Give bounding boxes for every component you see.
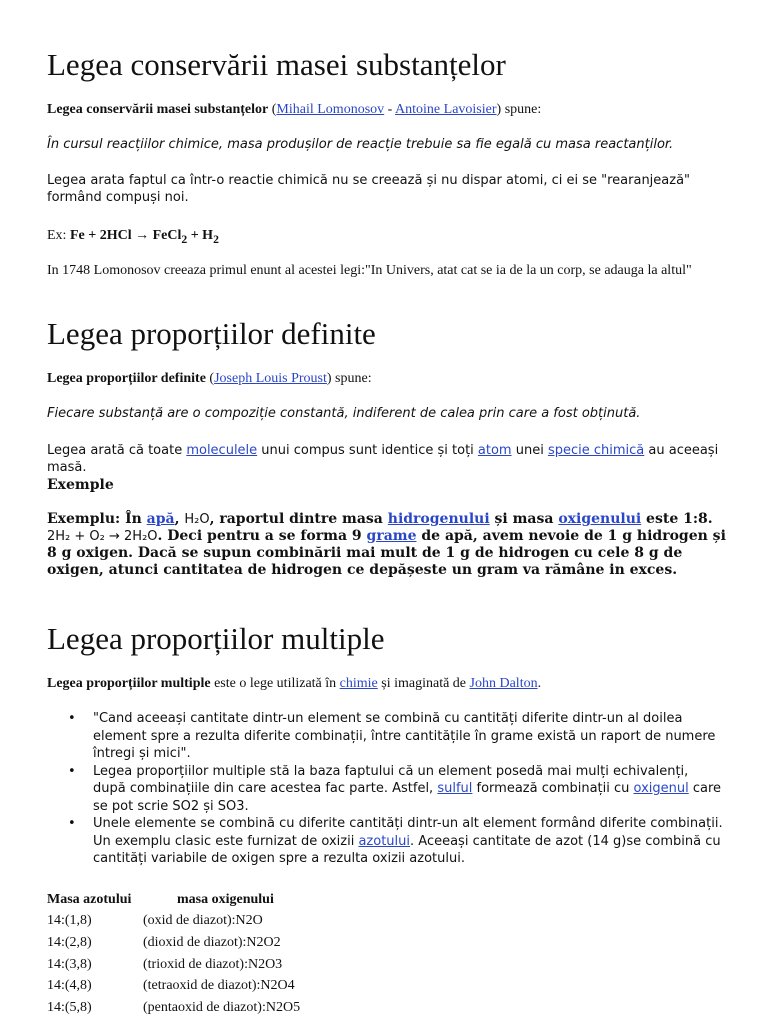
subscript: 2 — [213, 232, 219, 246]
table-cell: 14:(4,8) — [47, 978, 92, 993]
text-fragment: ) spune: — [496, 102, 542, 117]
definite-intro-bold: Legea proporțiilor definite — [47, 371, 206, 386]
examples-heading: Exemple — [47, 477, 114, 493]
link-azotului[interactable]: azotului — [358, 833, 411, 849]
text-fragment: este o lege utilizată în — [210, 676, 340, 691]
table-header-cell: masa oxigenului — [177, 892, 274, 907]
table-cell: (dioxid de diazot):N2O2 — [143, 935, 281, 950]
table-cell: 14:(1,8) — [47, 913, 92, 928]
bullet-marker: • — [68, 763, 76, 779]
text-fragment: . Deci pentru a se forma 9 — [157, 528, 367, 544]
text-fragment: Fe + 2HCl → FeCl — [69, 228, 182, 243]
text-fragment: ( — [205, 371, 215, 386]
conservation-example — [47, 227, 547, 248]
text-fragment: Legea arată că toate — [47, 443, 187, 458]
multiple-bullets — [68, 710, 725, 868]
text-fragment: unei — [511, 443, 548, 458]
text-fragment: și masa — [489, 511, 559, 527]
table-cell: (oxid de diazot):N2O — [143, 913, 263, 928]
text-fragment: ) spune: — [326, 371, 372, 386]
text-fragment: și imaginată de — [377, 676, 470, 691]
bullet-marker: • — [68, 816, 76, 831]
text-fragment: - — [384, 102, 396, 117]
bullet-marker: • — [68, 711, 76, 726]
link-oxigenului[interactable]: oxigenului — [558, 511, 642, 527]
table-cell: 14:(2,8) — [47, 935, 92, 950]
link-hidrogenului[interactable]: hidrogenului — [387, 511, 490, 527]
link-atom[interactable]: atom — [477, 443, 512, 458]
text-fragment: care se pot scrie SO2 și SO3. — [93, 781, 722, 814]
text-fragment: unui compus sunt identice și toți — [257, 443, 478, 458]
definite-explanation — [47, 442, 747, 476]
text-fragment: , raportul dintre masa — [209, 511, 388, 527]
example-equation — [69, 228, 219, 246]
conservation-intro-bold: Legea conservării masei substanțelor — [47, 102, 269, 117]
table-cell: (pentaoxid de diazot):N2O5 — [143, 1000, 301, 1015]
bullet-item — [68, 815, 725, 868]
definite-example-paragraph — [47, 511, 737, 579]
link-grame[interactable]: grame — [366, 528, 417, 544]
link-mihail-lomonosov[interactable]: Mihail Lomonosov — [276, 102, 385, 117]
conservation-statement: În cursul reacțiilor chimice, masa produșilor de reacție trebuie sa fie egală cu masa reactanților. — [47, 137, 674, 152]
text-fragment: este 1:8. — [641, 511, 713, 527]
text-fragment: Legea proporțiilor multiple stă la baza faptului că un element posedă mai mulți echivalenți, după combinațiile din care acestea fac parte. Astfel, — [93, 763, 689, 796]
link-apa[interactable]: apă — [146, 511, 175, 527]
text-fragment: , — [174, 511, 185, 527]
section-title-definite-proportions: Legea proporțiilor definite — [47, 316, 376, 351]
link-sulful[interactable]: sulful — [437, 781, 473, 796]
link-chimie[interactable]: chimie — [339, 676, 378, 691]
bullet-item — [68, 710, 725, 763]
conservation-history: In 1748 Lomonosov creeaza primul enunt al acestei legi:"In Univers, atat cat se ia de la un corp, se adauga la altul" — [47, 263, 692, 278]
link-moleculele[interactable]: moleculele — [186, 443, 258, 458]
table-cell: 14:(5,8) — [47, 1000, 92, 1015]
section-title-conservation: Legea conservării masei substanțelor — [47, 47, 506, 82]
text-fragment: formează combinații cu — [472, 781, 634, 796]
text-fragment: . Aceeași cantitate de azot (14 g)se combină cu cantități variabile de oxigen spre a rezulta oxizii azotului. — [93, 833, 721, 866]
water-formula: H₂O — [184, 512, 210, 527]
link-john-dalton[interactable]: John Dalton — [469, 676, 538, 691]
table-cell: (trioxid de diazot):N2O3 — [143, 957, 283, 972]
subscript: 2 — [181, 232, 188, 246]
text-fragment: Exemplu: În — [47, 511, 147, 527]
link-specie-chimica[interactable]: specie chimică — [547, 443, 645, 458]
text-fragment: Unele elemente se combină cu diferite cantități dintr-un alt element formând diferite combinații. Un exemplu clasic este furnizat de oxizii — [93, 816, 723, 849]
bullet-text: "Cand aceeași cantitate dintr-un element se combină cu cantități diferite dintr-un al doilea element spre a rezulta diferite combinații, între cantitățile în grame există un raport de numere întregi și mici". — [93, 711, 716, 761]
section-title-multiple-proportions: Legea proporțiilor multiple — [47, 621, 385, 656]
text-fragment: . — [537, 676, 542, 691]
conservation-intro — [47, 101, 727, 118]
multiple-intro — [47, 675, 727, 692]
text-fragment: + H — [187, 228, 214, 243]
multiple-intro-bold: Legea proporțiilor multiple — [47, 676, 211, 691]
definite-statement: Fiecare substanță are o compoziție constantă, indiferent de calea prin care a fost obținută. — [47, 406, 641, 421]
link-oxigenul[interactable]: oxigenul — [633, 781, 689, 796]
example-label: Ex: — [47, 228, 70, 243]
definite-intro — [47, 370, 727, 387]
text-fragment: de apă, avem nevoie de 1 g hidrogen și 8 g oxigen. Dacă se supun combinării mai mult de 1 g de hidrogen cu cele 8 g de oxigen, atunci cantitatea de hidrogen ce depășeste un gram va rămâne in exces. — [47, 528, 726, 578]
table-header-cell: Masa azotului — [47, 892, 132, 907]
bullet-item — [68, 763, 725, 816]
link-joseph-louis-proust[interactable]: Joseph Louis Proust — [214, 371, 327, 386]
link-antoine-lavoisier[interactable]: Antoine Lavoisier — [395, 102, 497, 117]
table-cell: (tetraoxid de diazot):N2O4 — [143, 978, 295, 993]
text-fragment: ( — [268, 102, 277, 117]
reaction-formula: 2H₂ + O₂ → 2H₂O — [47, 529, 158, 544]
conservation-explanation: Legea arata faptul ca într-o reactie chimică nu se creează și nu dispar atomi, ci ei se "rearanjează" formând compuși noi. — [47, 173, 691, 205]
table-cell: 14:(3,8) — [47, 957, 92, 972]
text-fragment: au aceeași masă. — [47, 443, 719, 475]
